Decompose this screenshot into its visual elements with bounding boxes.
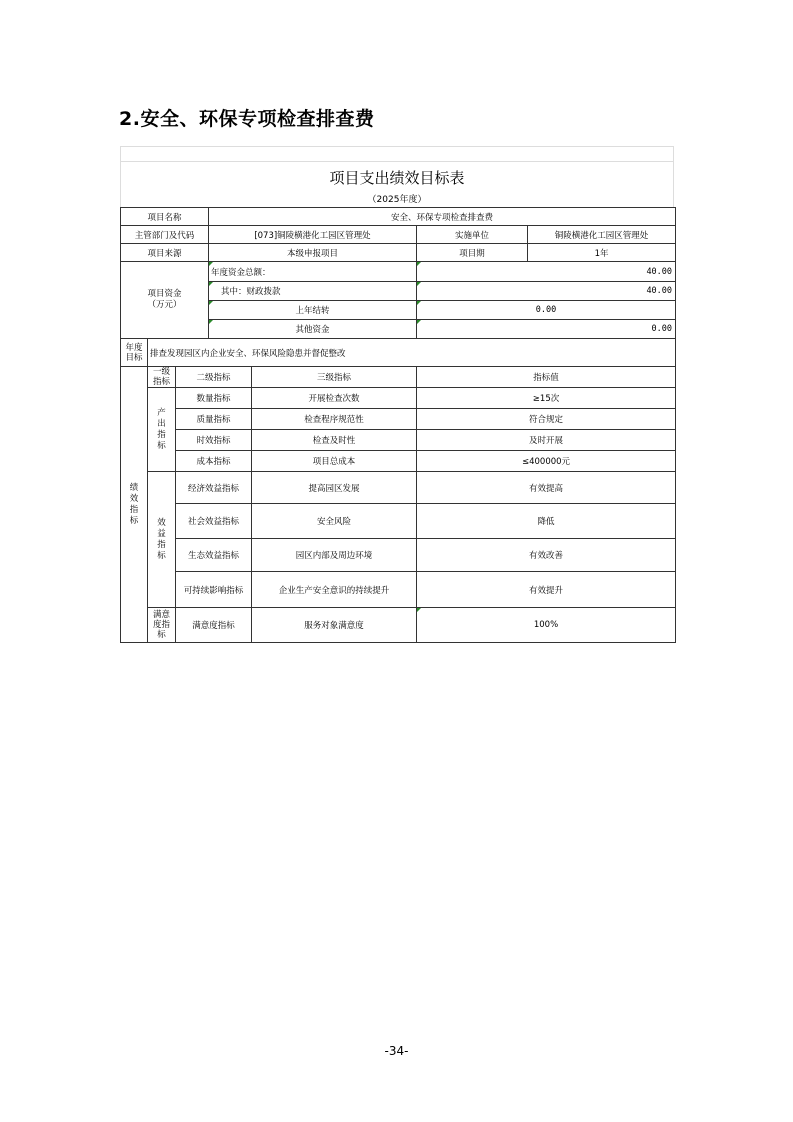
table-year: （2025年度） bbox=[120, 194, 674, 207]
label-period: 项目期 bbox=[417, 244, 528, 262]
satisfaction-value: 100% bbox=[417, 608, 676, 643]
benefit-value: 降低 bbox=[417, 504, 676, 539]
table-row bbox=[121, 504, 676, 539]
label-perf: 绩效指标 bbox=[121, 367, 148, 643]
benefit-l3: 企业生产安全意识的持续提升 bbox=[252, 572, 417, 608]
label-fiscal: 其中：财政拨款 bbox=[209, 282, 417, 301]
benefit-l3: 提高园区发展 bbox=[252, 472, 417, 504]
section-heading: 2.安全、环保专项检查排查费 bbox=[119, 108, 375, 130]
header-level2: 二级指标 bbox=[176, 367, 252, 388]
table-row bbox=[121, 572, 676, 608]
table-top-blank bbox=[120, 146, 674, 161]
row-annual-total bbox=[121, 262, 676, 282]
label-annual-goal: 年度目标 bbox=[121, 339, 148, 367]
table-row bbox=[121, 472, 676, 504]
value-annual-total: 40.00 bbox=[417, 262, 676, 282]
group-benefit: 效益指标 bbox=[148, 472, 176, 608]
row-source bbox=[121, 244, 676, 262]
label-last-year: 上年结转 bbox=[209, 301, 417, 320]
output-l3: 检查及时性 bbox=[252, 430, 417, 451]
output-value: ≥15次 bbox=[417, 388, 676, 409]
performance-table-container bbox=[120, 146, 674, 643]
value-dept-code: [073]铜陵横港化工园区管理处 bbox=[209, 226, 417, 244]
table-title: 项目支出绩效目标表 bbox=[120, 161, 674, 194]
benefit-l3: 安全风险 bbox=[252, 504, 417, 539]
output-l2: 数量指标 bbox=[176, 388, 252, 409]
value-fiscal: 40.00 bbox=[417, 282, 676, 301]
output-value: 符合规定 bbox=[417, 409, 676, 430]
benefit-value: 有效提升 bbox=[417, 572, 676, 608]
row-project-name bbox=[121, 208, 676, 226]
value-source: 本级申报项目 bbox=[209, 244, 417, 262]
group-satisfaction: 满意度指标 bbox=[148, 608, 176, 643]
table-row bbox=[121, 430, 676, 451]
output-l2: 质量指标 bbox=[176, 409, 252, 430]
label-impl-unit: 实施单位 bbox=[417, 226, 528, 244]
value-other: 0.00 bbox=[417, 320, 676, 339]
group-output: 产出指标 bbox=[148, 388, 176, 472]
label-funds: 项目资金 （万元） bbox=[121, 262, 209, 339]
table-row bbox=[121, 451, 676, 472]
value-project-name: 安全、环保专项检查排查费 bbox=[209, 208, 676, 226]
satisfaction-l3: 服务对象满意度 bbox=[252, 608, 417, 643]
row-dept bbox=[121, 226, 676, 244]
value-period: 1年 bbox=[528, 244, 676, 262]
header-level3: 三级指标 bbox=[252, 367, 417, 388]
benefit-value: 有效改善 bbox=[417, 539, 676, 572]
satisfaction-l2: 满意度指标 bbox=[176, 608, 252, 643]
row-indicator-header bbox=[121, 367, 676, 388]
output-l3: 项目总成本 bbox=[252, 451, 417, 472]
output-l2: 时效指标 bbox=[176, 430, 252, 451]
value-impl-unit: 铜陵横港化工园区管理处 bbox=[528, 226, 676, 244]
value-last-year: 0.00 bbox=[417, 301, 676, 320]
benefit-l3: 园区内部及周边环境 bbox=[252, 539, 417, 572]
value-annual-goal: 排查发现园区内企业安全、环保风险隐患并督促整改 bbox=[148, 339, 676, 367]
label-other: 其他资金 bbox=[209, 320, 417, 339]
benefit-value: 有效提高 bbox=[417, 472, 676, 504]
label-dept-code: 主管部门及代码 bbox=[121, 226, 209, 244]
label-source: 项目来源 bbox=[121, 244, 209, 262]
output-value: 及时开展 bbox=[417, 430, 676, 451]
benefit-l2: 可持续影响指标 bbox=[176, 572, 252, 608]
label-project-name: 项目名称 bbox=[121, 208, 209, 226]
table-row bbox=[121, 409, 676, 430]
table-row bbox=[121, 539, 676, 572]
benefit-l2: 生态效益指标 bbox=[176, 539, 252, 572]
header-value: 指标值 bbox=[417, 367, 676, 388]
header-level1: 一级指标 bbox=[148, 367, 176, 388]
output-l3: 开展检查次数 bbox=[252, 388, 417, 409]
row-annual-goal bbox=[121, 339, 676, 367]
output-l3: 检查程序规范性 bbox=[252, 409, 417, 430]
table-row bbox=[121, 608, 676, 643]
output-value: ≤400000元 bbox=[417, 451, 676, 472]
benefit-l2: 社会效益指标 bbox=[176, 504, 252, 539]
performance-table bbox=[120, 207, 676, 643]
label-annual-total: 年度资金总额： bbox=[209, 262, 417, 282]
page-number: -34- bbox=[384, 1044, 409, 1058]
output-l2: 成本指标 bbox=[176, 451, 252, 472]
benefit-l2: 经济效益指标 bbox=[176, 472, 252, 504]
table-row bbox=[121, 388, 676, 409]
